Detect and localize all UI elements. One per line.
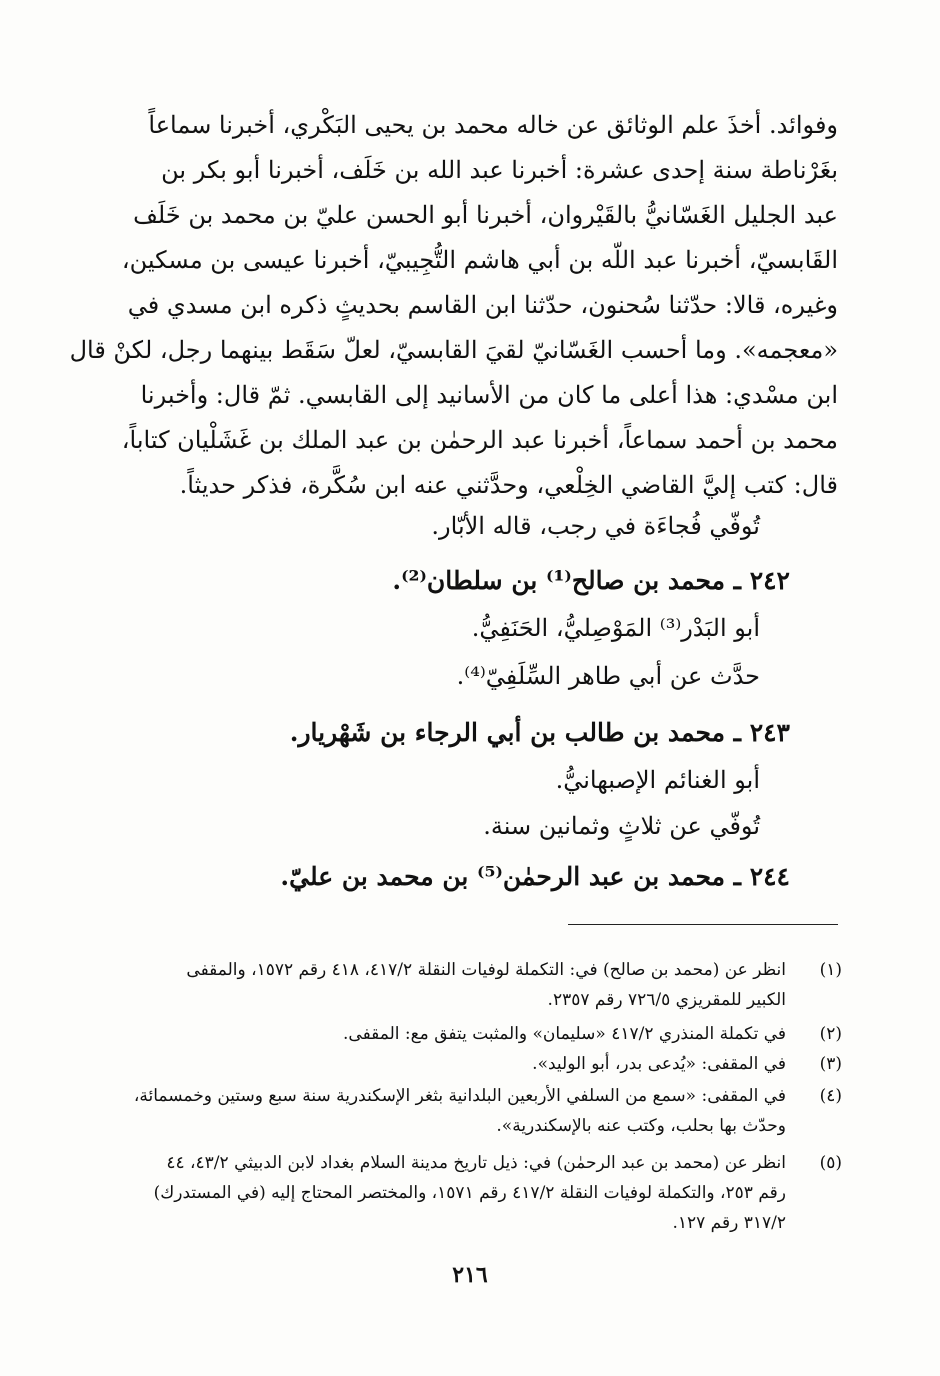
footnote-line: في تكملة المنذري ٤١٧/٢ «سليمان» والمثبت يتفق مع: المقفى.	[343, 1024, 786, 1044]
main-text-line: وغيره، قالا: حدّثنا سُحنون، حدّثنا ابن القاسم بحديثٍ ذكره ابن مسدي في	[127, 291, 838, 319]
footnote-5	[102, 1148, 842, 1238]
footnote-2	[102, 1019, 842, 1049]
entry-242-nisba: أبو البَدْر⁽³⁾ المَوْصِليُّ، الحَنَفِيُّ.	[471, 614, 760, 642]
footnote-line: انظر عن (محمد بن صالح) في: التكملة لوفيات النقلة ٤١٧/٢، ٤١٨ رقم ١٥٧٢، والمقفى	[186, 960, 786, 980]
entry-244-heading: ٢٤٤ ـ محمد بن عبد الرحمٰن⁽⁵⁾ بن محمد بن عليّ.	[280, 862, 790, 891]
footnote-number: (٥)	[819, 1153, 842, 1173]
main-text-line: بغَرْناطة سنة إحدى عشرة: أخبرنا عبد الله بن خَلَف، أخبرنا أبو بكر بن	[161, 156, 838, 184]
footnote-line: ٣١٧/٢ رقم ١٢٧.	[672, 1213, 786, 1233]
footnote-text	[100, 1148, 786, 1238]
footnote-line: في المقفى: «يُدعى بدر، أبو الوليد».	[532, 1054, 786, 1074]
entry-243-kunya: أبو الغنائم الإصبهانيُّ.	[555, 766, 760, 794]
footnote-line: وحدّث بها بحلب، وكتب عنه بالإسكندرية».	[496, 1116, 786, 1136]
main-text-line: ابن مسْدي: هذا أعلى ما كان من الأسانيد إلى القابسي. ثمّ قال: وأخبرنا	[140, 381, 838, 409]
entry-243-death: تُوفّي عن ثلاثٍ وثمانين سنة.	[483, 812, 760, 840]
page-number: ٢١٦	[452, 1262, 488, 1288]
main-text-line: وفوائد. أخذَ علم الوثائق عن خاله محمد بن يحيى البَكْري، أخبرنا سماعاً	[148, 111, 838, 139]
footnote-number: (٤)	[819, 1086, 842, 1106]
entry-242-narration: حدَّث عن أبي طاهر السِّلَفِيّ⁽⁴⁾.	[456, 662, 760, 690]
main-text-line: قال: كتب إليَّ القاضي الخِلْعي، وحدَّثني عنه ابن سُكَّرة، فذكر حديثاً.	[179, 471, 838, 499]
footnote-text	[100, 1049, 786, 1079]
entry-243-heading: ٢٤٣ ـ محمد بن طالب بن أبي الرجاء بن شَهْريار.	[289, 718, 790, 747]
footnote-number: (٢)	[819, 1024, 842, 1044]
footnote-number: (١)	[819, 960, 842, 980]
footnote-divider	[568, 924, 838, 925]
main-text-line: عبد الجليل الغَسّانيُّ بالقَيْروان، أخبرنا أبو الحسن عليّ بن محمد بن خَلَف	[133, 201, 838, 229]
footnote-4	[102, 1081, 842, 1141]
footnote-line: انظر عن (محمد بن عبد الرحمٰن) في: ذيل تاريخ مدينة السلام بغداد لابن الدبيثي ٤٣/٢، ٤٤	[166, 1153, 786, 1173]
footnote-number: (٣)	[819, 1054, 842, 1074]
footnote-3	[102, 1049, 842, 1079]
footnote-text	[100, 1081, 786, 1141]
footnote-text	[100, 955, 786, 1015]
entry-242-heading: ٢٤٢ ـ محمد بن صالح⁽¹⁾ بن سلطان⁽²⁾.	[392, 566, 790, 595]
footnote-line: في المقفى: «سمع من السلفي الأربعين البلدانية بثغر الإسكندرية سنة سبع وستين وخمسمائة،	[133, 1086, 786, 1106]
main-text-line: «معجمه». وما أحسب الغَسّانيّ لقيَ القابسيّ، لعلّ سَقَط بينهما رجل، لكنْ قال	[69, 336, 838, 364]
footnote-text	[100, 1019, 786, 1049]
footnote-line: رقم ٢٥٣، والتكملة لوفيات النقلة ٤١٧/٢ رقم ١٥٧١، والمختصر المحتاج إليه (في المستدرك)	[153, 1183, 786, 1203]
main-text-line: القَابسيّ، أخبرنا عبد اللّه بن أبي هاشم التُّجِيبيّ، أخبرنا عيسى بن مسكين،	[121, 246, 838, 274]
main-text-line: محمد بن أحمد سماعاً، أخبرنا عبد الرحمٰن بن عبد الملك بن غَشَلْيان كتاباً،	[121, 426, 838, 454]
entry-241-death-note: تُوفّي فُجاءَة في رجب، قاله الأبّار.	[431, 512, 760, 540]
footnote-1	[102, 955, 842, 1015]
footnote-line: الكبير للمقريزي ٧٢٦/٥ رقم ٢٣٥٧.	[547, 990, 786, 1010]
